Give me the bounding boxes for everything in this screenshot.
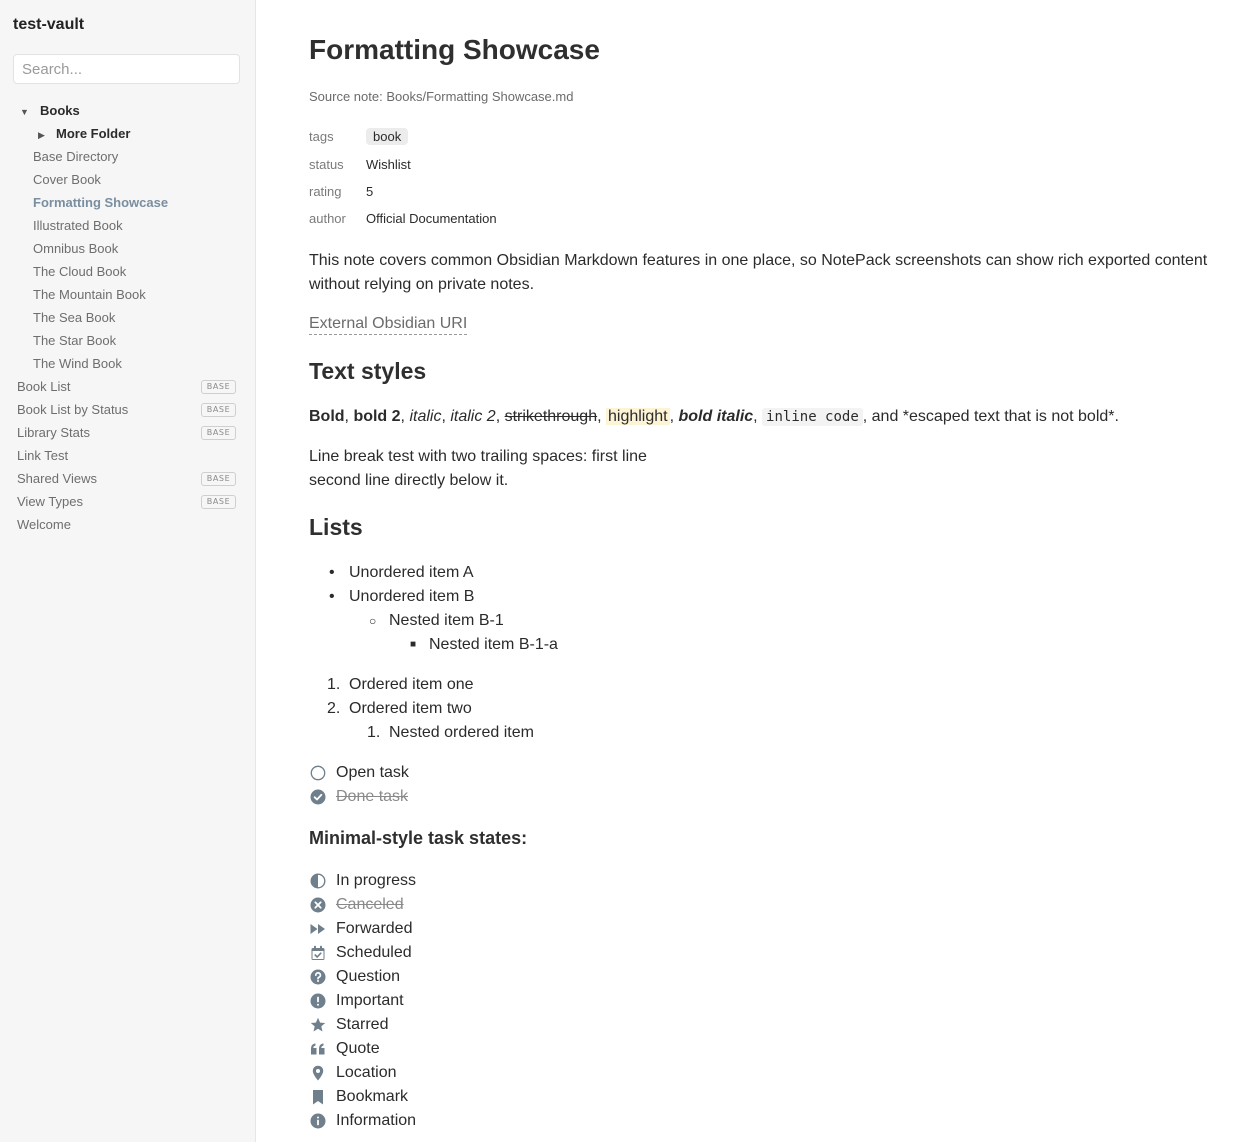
ordered-marker: 1. (327, 676, 341, 693)
ordered-marker: 2. (327, 700, 341, 717)
checkbox-empty-icon[interactable] (310, 765, 326, 781)
italic-text: italic (409, 408, 442, 425)
escaped-text: *escaped text that is not bold*. (902, 408, 1119, 425)
file-welcome[interactable]: Welcome (17, 517, 71, 532)
bullet-disc: • (329, 588, 335, 605)
property-value-status: Wishlist (366, 157, 411, 172)
task-label: Information (336, 1112, 417, 1129)
list-item: Unordered item B (349, 588, 475, 605)
file-the-cloud-book[interactable]: The Cloud Book (33, 264, 127, 279)
half-circle-icon[interactable] (310, 873, 326, 889)
base-badge: BASE (201, 403, 236, 417)
line-break-line-1: Line break test with two trailing spaces: first line (309, 448, 647, 465)
file-illustrated-book[interactable]: Illustrated Book (33, 218, 123, 233)
file-the-wind-book[interactable]: The Wind Book (33, 356, 122, 371)
forward-icon[interactable] (310, 921, 326, 937)
file-library-stats[interactable]: Library Stats (17, 425, 90, 440)
list-item: Ordered item two (349, 700, 472, 717)
file-base-directory[interactable]: Base Directory (33, 149, 119, 164)
property-value-author: Official Documentation (366, 211, 497, 226)
location-pin-icon[interactable] (310, 1065, 326, 1081)
list-item: Nested item B-1 (389, 612, 504, 629)
heading-lists: Lists (309, 514, 363, 540)
quote-icon[interactable] (310, 1041, 326, 1057)
x-circle-icon[interactable] (310, 897, 326, 913)
strikethrough-text: strikethrough (504, 408, 598, 425)
task-label: Done task (336, 788, 409, 805)
bullet-circle: ○ (369, 614, 377, 628)
base-badge: BASE (201, 426, 236, 440)
file-book-list-by-status[interactable]: Book List by Status (17, 402, 129, 417)
task-label: Canceled (336, 896, 404, 913)
inline-code: inline code (762, 408, 863, 426)
task-label: Important (336, 992, 404, 1009)
property-value-rating: 5 (366, 184, 374, 199)
file-explorer-sidebar (0, 0, 256, 1142)
vault-name[interactable]: test-vault (13, 16, 85, 33)
file-view-types[interactable]: View Types (17, 494, 84, 509)
info-icon[interactable] (310, 1113, 326, 1129)
list-item: Nested item B-1-a (429, 636, 558, 653)
task-label: Starred (336, 1016, 389, 1033)
file-shared-views[interactable]: Shared Views (17, 471, 97, 486)
base-badge: BASE (201, 380, 236, 394)
heading-text-styles: Text styles (309, 358, 427, 384)
task-label: Question (336, 968, 401, 985)
task-label: Quote (336, 1040, 380, 1057)
bullet-disc: • (329, 564, 335, 581)
star-icon[interactable] (310, 1017, 326, 1033)
search-input[interactable] (13, 54, 240, 84)
caret-right-icon: ▶ (38, 130, 45, 140)
question-icon[interactable] (310, 969, 326, 985)
bold-text: Bold (309, 408, 345, 425)
calendar-icon[interactable] (310, 945, 326, 961)
task-label: Location (336, 1064, 397, 1081)
property-key-rating: rating (309, 184, 342, 199)
list-item: Ordered item one (349, 676, 474, 693)
file-cover-book[interactable]: Cover Book (33, 172, 101, 187)
base-badge: BASE (201, 472, 236, 486)
source-note: Source note: Books/Formatting Showcase.md (309, 89, 574, 104)
bullet-square: ■ (410, 639, 417, 650)
file-omnibus-book[interactable]: Omnibus Book (33, 241, 119, 256)
list-item: Unordered item A (349, 564, 474, 581)
file-link-test[interactable]: Link Test (17, 448, 69, 463)
folder-books[interactable] (20, 101, 80, 121)
folder-more-folder[interactable] (38, 124, 130, 144)
property-value-tags (366, 128, 408, 145)
file-the-sea-book[interactable]: The Sea Book (33, 310, 116, 325)
text-styles-paragraph: Bold, bold 2, italic, italic 2, strikethrough, highlight , bold italic, inline code , and *escaped text that is not bold*. (309, 408, 1119, 425)
file-the-star-book[interactable]: The Star Book (33, 333, 117, 348)
list-item: Nested ordered item (389, 724, 534, 741)
task-label: Scheduled (336, 944, 412, 961)
bold-italic-text: bold italic (678, 408, 754, 425)
exclamation-icon[interactable] (310, 993, 326, 1009)
file-the-mountain-book[interactable]: The Mountain Book (33, 287, 146, 302)
folder-label: Books (40, 103, 80, 118)
task-label: Forwarded (336, 920, 413, 937)
heading-minimal-task-states: Minimal-style task states: (309, 828, 528, 848)
property-key-status: status (309, 157, 344, 172)
checkbox-checked-icon[interactable] (310, 789, 326, 805)
caret-down-icon: ▼ (20, 107, 29, 117)
property-key-author: author (309, 211, 346, 226)
ordered-marker: 1. (367, 724, 381, 741)
task-label: Bookmark (336, 1088, 409, 1105)
intro-paragraph: This note covers common Obsidian Markdown features in one place, so NotePack screenshots can show rich exported content without relying on private notes. (309, 252, 1208, 293)
bold-text-2: bold 2 (353, 408, 401, 425)
task-label: In progress (336, 872, 417, 889)
file-book-list[interactable]: Book List (17, 379, 71, 394)
task-label: Open task (336, 764, 409, 781)
line-break-line-2: second line directly below it. (309, 472, 509, 489)
page-title: Formatting Showcase (309, 34, 600, 65)
property-key-tags: tags (309, 129, 334, 144)
external-obsidian-link[interactable]: External Obsidian URI (309, 314, 467, 335)
folder-label: More Folder (56, 126, 131, 141)
tag-chip[interactable]: book (366, 128, 408, 145)
base-badge: BASE (201, 495, 236, 509)
italic-text-2: italic 2 (450, 408, 496, 425)
highlight-text: highlight (607, 408, 668, 425)
file-formatting-showcase[interactable]: Formatting Showcase (33, 195, 169, 210)
bookmark-icon[interactable] (310, 1089, 326, 1105)
